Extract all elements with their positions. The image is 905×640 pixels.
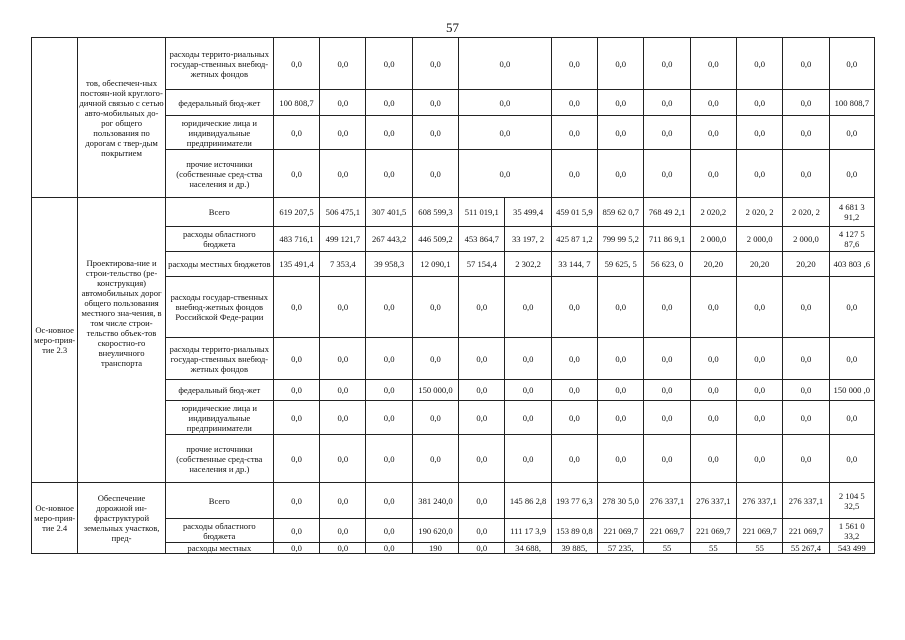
value-cell: 0,0 xyxy=(644,277,690,338)
value-cell: 0,0 xyxy=(783,150,829,198)
value-cell: 0,0 xyxy=(273,38,319,90)
value-cell: 0,0 xyxy=(320,519,366,543)
value-cell: 0,0 xyxy=(783,38,829,90)
value-cell: 0,0 xyxy=(829,435,874,483)
value-cell: 711 86 9,1 xyxy=(644,227,690,252)
value-cell: 100 808,7 xyxy=(829,90,874,116)
funding-source-cell: прочие источники (собственные сред-ства населения и др.) xyxy=(165,435,273,483)
value-cell: 4 681 3 91,2 xyxy=(829,198,874,227)
value-cell: 0,0 xyxy=(598,150,644,198)
value-cell: 0,0 xyxy=(783,380,829,401)
value-cell: 0,0 xyxy=(459,90,552,116)
value-cell: 0,0 xyxy=(273,483,319,519)
value-cell: 0,0 xyxy=(551,90,597,116)
value-cell: 0,0 xyxy=(551,401,597,435)
funding-source-cell: прочие источники (собственные сред-ства населения и др.) xyxy=(165,150,273,198)
value-cell: 0,0 xyxy=(598,380,644,401)
value-cell: 2 020, 2 xyxy=(783,198,829,227)
value-cell: 100 808,7 xyxy=(273,90,319,116)
value-cell: 0,0 xyxy=(783,277,829,338)
value-cell: 0,0 xyxy=(736,435,782,483)
value-cell: 0,0 xyxy=(690,90,736,116)
value-cell: 0,0 xyxy=(598,90,644,116)
value-cell: 0,0 xyxy=(366,38,412,90)
value-cell: 0,0 xyxy=(598,338,644,380)
value-cell: 0,0 xyxy=(412,277,458,338)
value-cell: 0,0 xyxy=(644,150,690,198)
value-cell: 0,0 xyxy=(320,483,366,519)
value-cell: 0,0 xyxy=(736,401,782,435)
funding-source-cell: расходы областного бюджета xyxy=(165,227,273,252)
value-cell: 0,0 xyxy=(736,380,782,401)
value-cell: 0,0 xyxy=(736,116,782,150)
value-cell: 2 000,0 xyxy=(690,227,736,252)
value-cell: 0,0 xyxy=(829,277,874,338)
value-cell: 0,0 xyxy=(829,150,874,198)
value-cell: 2 104 5 32,5 xyxy=(829,483,874,519)
value-cell: 0,0 xyxy=(459,380,505,401)
value-cell: 57 235, xyxy=(598,543,644,554)
value-cell: 0,0 xyxy=(459,150,552,198)
value-cell: 0,0 xyxy=(366,338,412,380)
value-cell: 307 401,5 xyxy=(366,198,412,227)
value-cell: 799 99 5,2 xyxy=(598,227,644,252)
value-cell: 0,0 xyxy=(644,90,690,116)
value-cell: 446 509,2 xyxy=(412,227,458,252)
value-cell: 403 803 ,6 xyxy=(829,252,874,277)
funding-source-cell: федеральный бюд-жет xyxy=(165,380,273,401)
value-cell: 0,0 xyxy=(644,401,690,435)
value-cell: 0,0 xyxy=(459,116,552,150)
value-cell: 0,0 xyxy=(551,150,597,198)
value-cell: 0,0 xyxy=(551,380,597,401)
value-cell: 0,0 xyxy=(598,116,644,150)
value-cell: 0,0 xyxy=(320,435,366,483)
value-cell: 0,0 xyxy=(736,338,782,380)
value-cell: 0,0 xyxy=(320,277,366,338)
value-cell: 55 xyxy=(644,543,690,554)
value-cell: 0,0 xyxy=(736,150,782,198)
value-cell: 0,0 xyxy=(459,338,505,380)
value-cell: 0,0 xyxy=(690,38,736,90)
value-cell: 2 302,2 xyxy=(505,252,551,277)
value-cell: 0,0 xyxy=(320,338,366,380)
event-name-cell: Обеспечение дорожной ин-фраструктурой земельных участков, пред- xyxy=(78,483,165,554)
value-cell: 0,0 xyxy=(644,338,690,380)
value-cell: 0,0 xyxy=(412,38,458,90)
value-cell: 0,0 xyxy=(273,116,319,150)
value-cell: 0,0 xyxy=(366,435,412,483)
value-cell: 608 599,3 xyxy=(412,198,458,227)
value-cell: 0,0 xyxy=(829,338,874,380)
value-cell: 33 144, 7 xyxy=(551,252,597,277)
value-cell: 190 xyxy=(412,543,458,554)
value-cell: 55 xyxy=(736,543,782,554)
value-cell: 0,0 xyxy=(690,116,736,150)
value-cell: 619 207,5 xyxy=(273,198,319,227)
value-cell: 0,0 xyxy=(690,380,736,401)
funding-source-cell: расходы областного бюджета xyxy=(165,519,273,543)
value-cell: 0,0 xyxy=(412,338,458,380)
value-cell: 0,0 xyxy=(783,116,829,150)
value-cell: 39 958,3 xyxy=(366,252,412,277)
value-cell: 0,0 xyxy=(412,401,458,435)
value-cell: 55 xyxy=(690,543,736,554)
event-number-cell xyxy=(32,38,78,198)
value-cell: 0,0 xyxy=(459,543,505,554)
value-cell: 0,0 xyxy=(320,543,366,554)
value-cell: 0,0 xyxy=(505,338,551,380)
table-row xyxy=(32,38,875,90)
value-cell: 2 020, 2 xyxy=(736,198,782,227)
value-cell: 150 000,0 xyxy=(412,380,458,401)
value-cell: 0,0 xyxy=(783,90,829,116)
value-cell: 153 89 0,8 xyxy=(551,519,597,543)
value-cell: 193 77 6,3 xyxy=(551,483,597,519)
value-cell: 276 337,1 xyxy=(783,483,829,519)
funding-source-cell: юридические лица и индивидуальные предприниматели xyxy=(165,116,273,150)
value-cell: 0,0 xyxy=(505,277,551,338)
value-cell: 0,0 xyxy=(690,338,736,380)
value-cell: 0,0 xyxy=(829,116,874,150)
event-name-cell: тов, обеспечен-ных постоян-ной круглого-дичной связью с сетью авто-мобильных до-рог общего пользования по дорогам с твер-дым покрытием xyxy=(78,38,165,198)
value-cell: 0,0 xyxy=(366,116,412,150)
value-cell: 0,0 xyxy=(644,435,690,483)
value-cell: 0,0 xyxy=(736,277,782,338)
value-cell: 0,0 xyxy=(505,380,551,401)
value-cell: 0,0 xyxy=(829,38,874,90)
value-cell: 0,0 xyxy=(459,38,552,90)
value-cell: 0,0 xyxy=(551,338,597,380)
table-row xyxy=(32,483,875,519)
value-cell: 57 154,4 xyxy=(459,252,505,277)
value-cell: 859 62 0,7 xyxy=(598,198,644,227)
value-cell: 0,0 xyxy=(320,90,366,116)
event-number-cell: Ос-новное меро-прия-тие 2.3 xyxy=(32,198,78,483)
value-cell: 0,0 xyxy=(505,401,551,435)
funding-source-cell: федеральный бюд-жет xyxy=(165,90,273,116)
value-cell: 59 625, 5 xyxy=(598,252,644,277)
value-cell: 0,0 xyxy=(366,277,412,338)
funding-source-cell: расходы террито-риальных государ-ственных внебюд-жетных фондов xyxy=(165,338,273,380)
value-cell: 276 337,1 xyxy=(644,483,690,519)
value-cell: 0,0 xyxy=(273,401,319,435)
value-cell: 0,0 xyxy=(644,38,690,90)
value-cell: 0,0 xyxy=(366,380,412,401)
value-cell: 0,0 xyxy=(551,38,597,90)
value-cell: 35 499,4 xyxy=(505,198,551,227)
funding-source-cell: расходы террито-риальных государ-ственных внебюд-жетных фондов xyxy=(165,38,273,90)
event-number-cell: Ос-новное меро-прия-тие 2.4 xyxy=(32,483,78,554)
funding-source-cell: расходы государ-ственных внебюд-жетных фондов Российской Феде-рации xyxy=(165,277,273,338)
value-cell: 0,0 xyxy=(690,277,736,338)
value-cell: 2 000,0 xyxy=(783,227,829,252)
value-cell: 0,0 xyxy=(783,435,829,483)
value-cell: 0,0 xyxy=(690,150,736,198)
value-cell: 0,0 xyxy=(644,116,690,150)
value-cell: 56 623, 0 xyxy=(644,252,690,277)
value-cell: 0,0 xyxy=(783,401,829,435)
value-cell: 0,0 xyxy=(505,435,551,483)
value-cell: 135 491,4 xyxy=(273,252,319,277)
value-cell: 543 499 xyxy=(829,543,874,554)
value-cell: 221 069,7 xyxy=(598,519,644,543)
value-cell: 278 30 5,0 xyxy=(598,483,644,519)
value-cell: 190 620,0 xyxy=(412,519,458,543)
value-cell: 111 17 3,9 xyxy=(505,519,551,543)
value-cell: 0,0 xyxy=(598,277,644,338)
value-cell: 511 019,1 xyxy=(459,198,505,227)
value-cell: 0,0 xyxy=(736,38,782,90)
value-cell: 145 86 2,8 xyxy=(505,483,551,519)
value-cell: 499 121,7 xyxy=(320,227,366,252)
value-cell: 0,0 xyxy=(736,90,782,116)
value-cell: 0,0 xyxy=(273,380,319,401)
budget-table xyxy=(31,37,875,554)
value-cell: 506 475,1 xyxy=(320,198,366,227)
value-cell: 0,0 xyxy=(320,150,366,198)
value-cell: 276 337,1 xyxy=(736,483,782,519)
value-cell: 0,0 xyxy=(412,90,458,116)
page-number: 57 xyxy=(446,20,459,35)
value-cell: 0,0 xyxy=(459,401,505,435)
value-cell: 20,20 xyxy=(690,252,736,277)
value-cell: 0,0 xyxy=(551,277,597,338)
value-cell: 0,0 xyxy=(273,435,319,483)
value-cell: 20,20 xyxy=(736,252,782,277)
value-cell: 0,0 xyxy=(598,38,644,90)
funding-source-cell: Всего xyxy=(165,198,273,227)
value-cell: 4 127 5 87,6 xyxy=(829,227,874,252)
value-cell: 0,0 xyxy=(273,338,319,380)
value-cell: 0,0 xyxy=(273,150,319,198)
value-cell: 276 337,1 xyxy=(690,483,736,519)
value-cell: 0,0 xyxy=(598,435,644,483)
value-cell: 221 069,7 xyxy=(736,519,782,543)
value-cell: 0,0 xyxy=(551,435,597,483)
value-cell: 0,0 xyxy=(459,519,505,543)
value-cell: 0,0 xyxy=(598,401,644,435)
value-cell: 425 87 1,2 xyxy=(551,227,597,252)
value-cell: 0,0 xyxy=(459,277,505,338)
value-cell: 0,0 xyxy=(320,38,366,90)
value-cell: 33 197, 2 xyxy=(505,227,551,252)
funding-source-cell: расходы местных xyxy=(165,543,273,554)
value-cell: 483 716,1 xyxy=(273,227,319,252)
value-cell: 267 443,2 xyxy=(366,227,412,252)
value-cell: 768 49 2,1 xyxy=(644,198,690,227)
value-cell: 221 069,7 xyxy=(783,519,829,543)
value-cell: 20,20 xyxy=(783,252,829,277)
value-cell: 0,0 xyxy=(690,401,736,435)
value-cell: 0,0 xyxy=(829,401,874,435)
funding-source-cell: юридические лица и индивидуальные предприниматели xyxy=(165,401,273,435)
value-cell: 150 000 ,0 xyxy=(829,380,874,401)
value-cell: 0,0 xyxy=(412,435,458,483)
value-cell: 0,0 xyxy=(690,435,736,483)
value-cell: 0,0 xyxy=(644,380,690,401)
value-cell: 0,0 xyxy=(273,543,319,554)
value-cell: 1 561 0 33,2 xyxy=(829,519,874,543)
value-cell: 2 000,0 xyxy=(736,227,782,252)
value-cell: 0,0 xyxy=(412,116,458,150)
value-cell: 39 885, xyxy=(551,543,597,554)
value-cell: 381 240,0 xyxy=(412,483,458,519)
value-cell: 0,0 xyxy=(366,150,412,198)
value-cell: 0,0 xyxy=(412,150,458,198)
value-cell: 221 069,7 xyxy=(690,519,736,543)
value-cell: 453 864,7 xyxy=(459,227,505,252)
value-cell: 12 090,1 xyxy=(412,252,458,277)
value-cell: 0,0 xyxy=(366,519,412,543)
funding-source-cell: Всего xyxy=(165,483,273,519)
value-cell: 0,0 xyxy=(783,338,829,380)
value-cell: 0,0 xyxy=(366,401,412,435)
funding-source-cell: расходы местных бюджетов xyxy=(165,252,273,277)
value-cell: 0,0 xyxy=(366,90,412,116)
value-cell: 34 688, xyxy=(505,543,551,554)
value-cell: 459 01 5,9 xyxy=(551,198,597,227)
value-cell: 0,0 xyxy=(320,380,366,401)
value-cell: 0,0 xyxy=(320,401,366,435)
event-name-cell: Проектирова-ние и строи-тельство (ре-конструкция) автомобильных дорог общего пользования местного зна-чения, в том числе строи-тельство объек-тов скоростно-го внеуличного транспорта xyxy=(78,198,165,483)
value-cell: 0,0 xyxy=(273,277,319,338)
value-cell: 0,0 xyxy=(320,116,366,150)
value-cell: 0,0 xyxy=(366,543,412,554)
value-cell: 0,0 xyxy=(273,519,319,543)
value-cell: 0,0 xyxy=(551,116,597,150)
value-cell: 2 020,2 xyxy=(690,198,736,227)
value-cell: 0,0 xyxy=(459,435,505,483)
value-cell: 0,0 xyxy=(459,483,505,519)
table-row xyxy=(32,198,875,227)
value-cell: 7 353,4 xyxy=(320,252,366,277)
value-cell: 221 069,7 xyxy=(644,519,690,543)
value-cell: 55 267,4 xyxy=(783,543,829,554)
value-cell: 0,0 xyxy=(366,483,412,519)
